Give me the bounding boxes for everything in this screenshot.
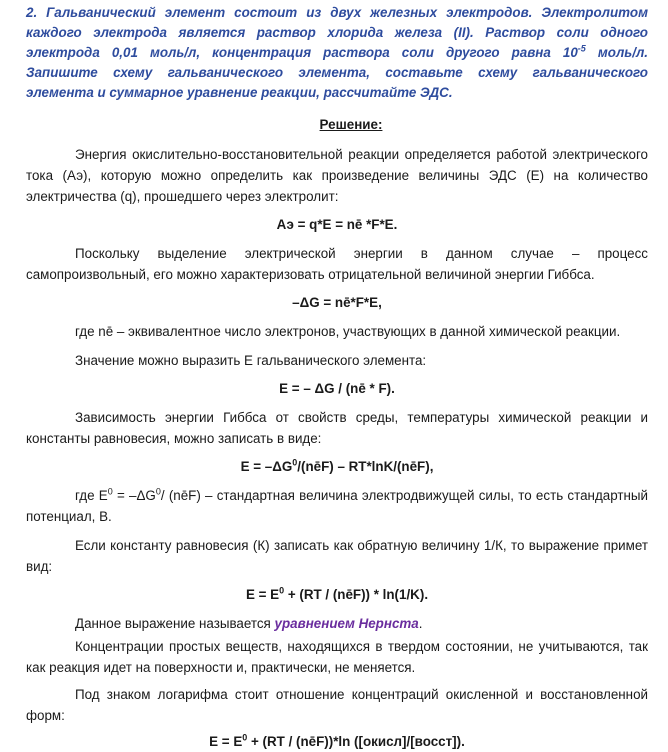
paragraph-nernst: Данное выражение называется уравнением Нернста. — [75, 616, 423, 631]
paragraph-solids: Концентрации простых веществ, находящихся в твердом состоянии, не учитываются, так как реакция идет на поверхности и, практически, не меняется. — [26, 639, 648, 675]
paragraph-electrons: где nē – эквивалентное число электронов, участвующих в данной химической реакции. — [75, 324, 621, 339]
paragraph-inverse-constant: Если константу равновесия (К) записать как обратную величину 1/К, то выражение примет вид: — [26, 538, 648, 574]
formula-work: Аэ = q*E = nē *F*E. — [276, 217, 398, 232]
formula-nernst-concentrations: $E = E^0 + (RT$ / (nēF))*ln ([окисл]/[восст]). — [209, 732, 465, 749]
solution-heading: Решение: — [319, 117, 383, 132]
task-statement — [26, 3, 648, 103]
paragraph-dependence: Зависимость энергии Гиббса от свойств среды, температуры химической реакции и константы равновесия, можно записать в виде: — [26, 410, 648, 446]
formula-e-lnk: $E = -\Delta G^0/(nēF)$ – RT*lnK/(nēF), — [240, 457, 434, 474]
formula-e: E = – ΔG / (nē * F). — [279, 381, 395, 396]
paragraph-spontaneous: Поскольку выделение электрической энергии в данном случае – процесс самопроизвольный, его можно характеризовать отрицательной величиной энергии Гиббса. — [26, 246, 648, 282]
paragraph-energy: Энергия окислительно-восстановительной реакции определяется работой электрического тока (Аэ), которую можно определить как произведение величины ЭДС (Е) на количество электричества (q), прошедшего через электролит: — [26, 147, 648, 204]
task-exponent: -5 — [577, 43, 586, 54]
paragraph-log-ratio: Под знаком логарифма стоит отношение концентраций окисленной и восстановленной форм: — [26, 687, 648, 723]
task-text-part1: 2. Гальванический элемент состоит из двух железных электродов. Электролитом каждого электрода является раствор хлорида железа (II). Раствор соли одного электрода 0,01 моль/л, концентрация раствора соли другого равна 10 — [26, 5, 648, 60]
task-text-part2: моль/л. Запишите схему гальванического элемента, составьте схему гальванического элемента и суммарное уравнение реакции, рассчитайте ЭДС. — [26, 45, 648, 100]
paragraph-standard-potential: где $E^0 = -\Delta G^0/$ (nēF) – стандартная величина электродвижущей силы, то есть стандартный потенциал, В. — [26, 486, 648, 524]
formula-e-ln-inverse: $E = E^0 + (RT$ / (nēF)) * ln(1/K). — [245, 585, 429, 602]
nernst-term: уравнением Нернста — [274, 616, 419, 631]
paragraph-express-e: Значение можно выразить Е гальванического элемента: — [75, 353, 427, 368]
document-page — [0, 3, 668, 749]
formula-gibbs: –ΔG = nē*F*E, — [292, 295, 382, 310]
